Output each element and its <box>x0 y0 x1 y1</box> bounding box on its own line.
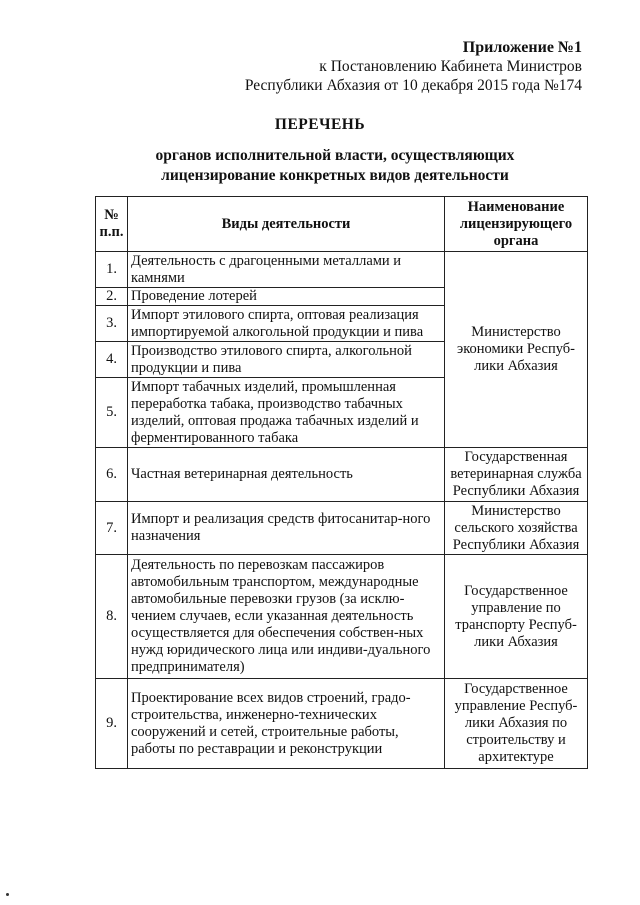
row-number: 7. <box>96 502 128 555</box>
row-number: 4. <box>96 342 128 378</box>
header-organ: Наименование лицензирующего органа <box>445 197 588 252</box>
row-number: 8. <box>96 555 128 679</box>
appendix-reference-line1: к Постановлению Кабинета Министров <box>319 58 582 75</box>
row-activity: Производство этилового спирта, алкогольной продукции и пива <box>128 342 445 378</box>
row-activity: Деятельность с драгоценными металлами и камнями <box>128 252 445 288</box>
document-title: ПЕРЕЧЕНЬ <box>274 116 366 133</box>
document-subtitle-line1: органов исполнительной власти, осуществляющих <box>155 147 515 164</box>
row-number: 1. <box>96 252 128 288</box>
table-row <box>96 679 588 769</box>
appendix-reference-line2: Республики Абхазия от 10 декабря 2015 года №174 <box>244 77 582 94</box>
row-activity: Импорт и реализация средств фитосанитар-ного назначения <box>128 502 445 555</box>
header-number <box>96 197 128 252</box>
document-subtitle-line2: лицензирование конкретных видов деятельности <box>161 167 509 184</box>
header-number-symbol: № <box>104 207 119 223</box>
row-activity: Проведение лотерей <box>128 288 445 306</box>
row-activity: Проектирование всех видов строений, градо-строительства, инженерно-технических сооружений и сетей, строительные работы, работы по реставрации и реконструкции <box>128 679 445 769</box>
row-organ-merged: Министерство экономики Респуб-лики Абхазия <box>445 252 588 448</box>
row-activity: Импорт этилового спирта, оптовая реализация импортируемой алкогольной продукции и пива <box>128 306 445 342</box>
table-row <box>96 252 588 288</box>
document-subtitle <box>145 146 525 186</box>
row-number: 2. <box>96 288 128 306</box>
row-activity: Импорт табачных изделий, промышленная переработка табака, производство табачных изделий, оптовая продажа табачных изделий и ферментированного табака <box>128 378 445 448</box>
row-organ: Государственное управление по транспорту Респуб-лики Абхазия <box>445 555 588 679</box>
table-header-row <box>96 197 588 252</box>
appendix-header <box>245 38 582 95</box>
row-organ: Государственная ветеринарная служба Республики Абхазия <box>445 448 588 502</box>
row-number: 9. <box>96 679 128 769</box>
row-activity: Частная ветеринарная деятельность <box>128 448 445 502</box>
row-number: 5. <box>96 378 128 448</box>
appendix-title: Приложение №1 <box>462 39 582 56</box>
header-number-abbr: п.п. <box>99 224 124 240</box>
licensing-table <box>95 196 588 769</box>
table-row <box>96 448 588 502</box>
header-activity: Виды деятельности <box>128 197 445 252</box>
row-organ: Министерство сельского хозяйства Республики Абхазия <box>445 502 588 555</box>
row-organ: Государственное управление Респуб-лики Абхазия по строительству и архитектуре <box>445 679 588 769</box>
row-activity: Деятельность по перевозкам пассажиров автомобильным транспортом, международные автомобильные перевозки грузов (за исклю-чением случаев, если указанная деятельность осуществляется для обеспечения собствен-ных нужд юридического лица или индиви-дуального предпринимателя) <box>128 555 445 679</box>
row-number: 6. <box>96 448 128 502</box>
table-row <box>96 555 588 679</box>
table-row <box>96 502 588 555</box>
row-number: 3. <box>96 306 128 342</box>
scan-speck <box>6 893 9 896</box>
